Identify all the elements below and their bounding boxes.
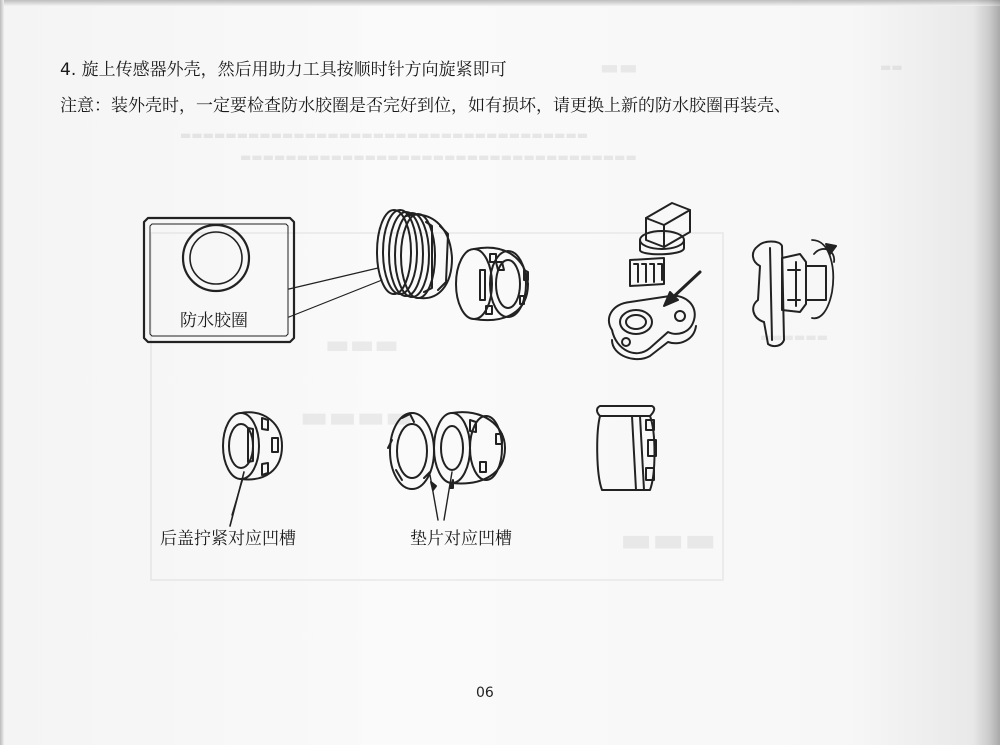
gasket-and-sensor [388, 412, 505, 520]
show-through-mark: ▬▬▬ [620, 520, 717, 560]
threaded-sensor-body [377, 210, 452, 298]
gasket-groove-label: 垫片对应凹槽 [410, 529, 512, 549]
show-through-mark: ▬▬ [600, 55, 638, 79]
note-text: 注意：装外壳时，一定要检查防水胶圈是否完好到位，如有损坏，请更换上新的防水胶圈再装壳、 [60, 96, 791, 116]
show-through-mark: ▬▬▬▬ [300, 400, 414, 435]
page-number: 06 [476, 685, 494, 701]
install-tool-set [609, 203, 700, 359]
show-through-mark: ▬▬ [880, 60, 903, 74]
tightening-view [753, 240, 836, 346]
sensor-cap-groove-view [223, 412, 282, 526]
step-instruction: 4. 旋上传感器外壳，然后用助力工具按顺时针方向旋紧即可 [60, 60, 507, 80]
sensor-cap [456, 248, 528, 320]
oring-label: 防水胶圈 [180, 311, 248, 331]
cap-groove-label: 后盖拧紧对应凹槽 [160, 529, 296, 549]
show-through-mark: ▬▬▬ [325, 330, 399, 360]
show-through-mark: ▬▬▬▬▬▬▬▬▬▬▬▬▬▬▬▬▬▬▬▬▬▬▬▬▬▬▬▬▬▬▬▬▬▬▬ [240, 150, 637, 164]
show-through-mark: ▬▬▬▬▬▬▬▬▬▬▬▬▬▬▬▬▬▬▬▬▬▬▬▬▬▬▬▬▬▬▬▬▬▬▬▬ [180, 128, 589, 142]
show-through-mark: ▬▬▬▬▬▬ [760, 330, 829, 344]
sensor-side-view [597, 406, 656, 490]
